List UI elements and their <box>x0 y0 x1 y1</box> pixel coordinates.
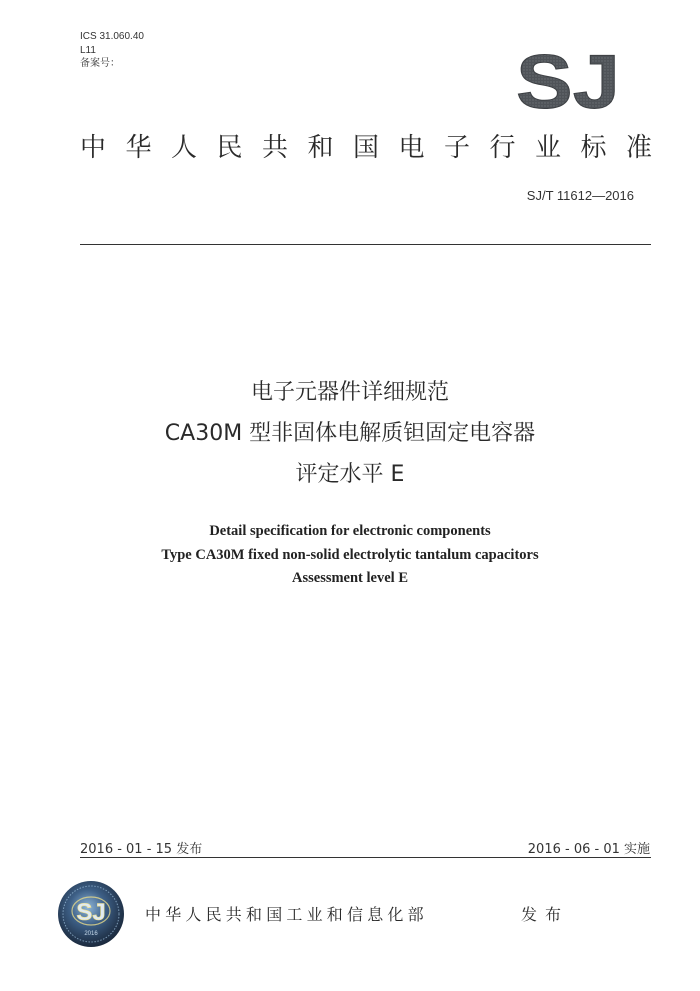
ics-code: ICS 31.060.40 <box>80 31 144 42</box>
seal-year: 2016 <box>84 931 98 937</box>
issue-date: 2016 - 01 - 15 发布 <box>80 842 203 857</box>
standard-code: SJ/T 11612—2016 <box>526 188 634 203</box>
issue-label: 发布 <box>521 905 570 924</box>
english-title-line-1: Detail specification for electronic components <box>209 523 491 539</box>
chinese-title-line-3: 评定水平 E <box>295 462 405 487</box>
english-title-line-3: Assessment level E <box>292 570 408 586</box>
chinese-title <box>0 372 700 495</box>
sj-logo-text: SJ <box>516 48 620 112</box>
header-divider <box>80 244 651 245</box>
footer-divider <box>80 857 651 858</box>
sj-hologram-seal-icon <box>57 880 125 948</box>
issuing-authority: 中华人民共和国工业和信息化部 <box>145 905 428 924</box>
seal-text: SJ <box>76 899 106 926</box>
category-code: L11 <box>80 44 96 56</box>
chinese-title-line-2: CA30M 型非固体电解质钽固定电容器 <box>164 421 536 446</box>
english-title <box>0 520 700 591</box>
sj-logo-icon <box>514 48 622 112</box>
record-number-label: 备案号： <box>80 58 120 69</box>
implementation-date: 2016 - 06 - 01 实施 <box>527 842 650 857</box>
chinese-title-line-1: 电子元器件详细规范 <box>250 380 449 405</box>
classification-block <box>80 30 144 71</box>
standard-category-title: 中华人民共和国电子行业标准 <box>80 133 672 163</box>
english-title-line-2: Type CA30M fixed non-solid electrolytic tantalum capacitors <box>161 546 539 563</box>
